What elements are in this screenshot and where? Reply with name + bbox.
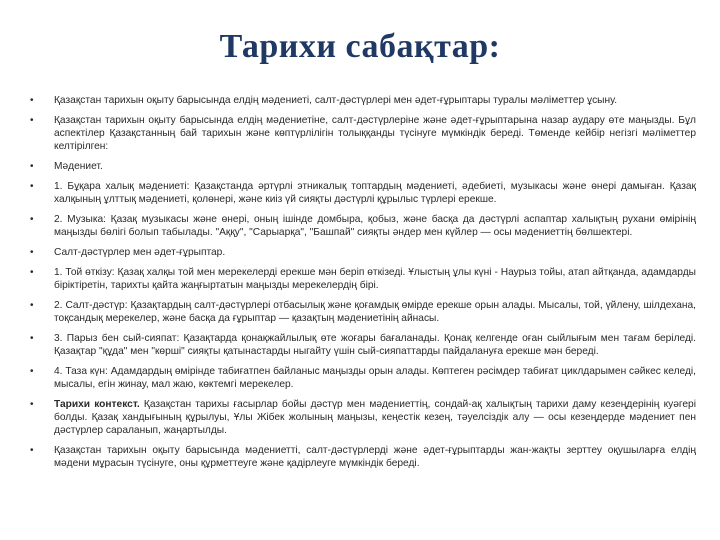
list-item: [30, 299, 696, 325]
bullet-icon: •: [30, 366, 34, 377]
bullet-icon: •: [30, 333, 34, 344]
list-item: [30, 365, 696, 391]
bullet-icon: •: [30, 95, 34, 106]
item-text: Салт-дәстүрлер мен әдет-ғұрыптар.: [54, 247, 226, 258]
item-text: 1. Той өткізу: Қазақ халқы той мен мерекелерді ерекше мән беріп өткізеді. Ұлыстың ұлы күні - Наурыз тойы, атап айтқанда, адамдарды біріктіретін, тарихты қайта жаңғыртатын маңызды мерекелердің бірі.: [54, 267, 696, 291]
bullet-icon: •: [30, 300, 34, 311]
bullet-icon: •: [30, 445, 34, 456]
list-item: [30, 160, 696, 173]
slide-title: Тарихи сабақтар:: [219, 28, 501, 65]
list-item: [30, 332, 696, 358]
item-text: Қазақстан тарихын оқыту барысында елдің мәдениетіне, салт-дәстүрлеріне және әдет-ғұрыптарына назар аудару өте маңызды. Бұл аспектілер Қазақстанның бай тарихын және көптүрлілігін толыққанды түсінуге мүмкіндік береді. Төменде кейбір негізгі мәліметтер келтірілген:: [54, 115, 696, 152]
bullet-icon: •: [30, 161, 34, 172]
list-item: [30, 114, 696, 153]
item-text: 3. Парыз бен сый-сияпат: Қазақтарда қонақжайлылық өте жоғары бағаланады. Қонақ келгенде оған сыйлығым мен тағам беріледі. Қазақтар "құда" мен "көрші" сияқты қатынастарды ныгайту үшін сый-сияпаттарды пайдалануға ерекше мән береді.: [54, 333, 696, 357]
item-text: Қазақстан тарихы ғасырлар бойы дәстүр мен мәдениеттің, сондай-ақ халықтың тарихи даму кезеңдерінің куәгері болды. Қазақ хандығының құрылуы, Ұлы Жібек жолының маңызы, кеңестік кезең, тәуелсіздік алу — осы кезеңдерде мәдениет пен дәстүрлер сараланып, жаңартылды.: [54, 399, 696, 436]
bullet-icon: •: [30, 267, 34, 278]
list-item: [30, 246, 696, 259]
item-text: Қазақстан тарихын оқыту барысында елдің мәдениеті, салт-дәстүрлері мен әдет-ғұрыптары туралы мәліметтер ұсыну.: [54, 95, 618, 106]
item-text: 2. Салт-дәстүр: Қазақтардың салт-дәстүрлері отбасылық және қоғамдық өмірде ерекше орын алады. Мысалы, той, үйлену, шілдехана, тоқсандық мерекелер, және басқа да ғұрыптар — қазақтың мәдениетінің айнасы.: [54, 300, 696, 324]
list-item: [30, 266, 696, 292]
bullet-icon: •: [30, 115, 34, 126]
item-text: 4. Таза күн: Адамдардың өмірінде табиғатпен байланыс маңызды орын алады. Көптеген рәсімдер табиғат циклдарымен сәйкес келеді, мысалы, егін жинау, мал жаю, көктемгі мерекелер.: [54, 366, 696, 390]
list-item: [30, 213, 696, 239]
bullet-icon: •: [30, 247, 34, 258]
item-lead: Тарихи контекст.: [54, 399, 140, 410]
item-text: Қазақстан тарихын оқыту барысында мәдениетті, салт-дәстүрлерді және әдет-ғұрыптарды жан-жақты зерттеу оқушыларға елдің мәдени мұрасын түсінуге, оны құрметтеуге және қадірлеуге мүмкіндік береді.: [54, 445, 696, 469]
bullet-icon: •: [30, 181, 34, 192]
list-item: [30, 398, 696, 437]
list-item: [30, 180, 696, 206]
bullet-list: [30, 94, 696, 477]
item-text: Мәдениет.: [54, 161, 103, 172]
item-text: 1. Бұқара халық мәдениеті: Қазақстанда әртүрлі этникалық топтардың мәдениеті, әдебиеті, музыкасы және өнері дамыған. Қазақ халқының ұлттық мәдениеті, қолөнері, және киіз үй сияқты дәстүрлі құрылыс түрлері ерекше.: [54, 181, 696, 205]
bullet-icon: •: [30, 399, 34, 410]
list-item: [30, 94, 696, 107]
list-item: [30, 444, 696, 470]
item-text: 2. Музыка: Қазақ музыкасы және өнері, оның ішінде домбыра, қобыз, және басқа да дәстүрлі аспаптар халықтың рухани өмірінің маңызды бөлігі болып табылады. "Аққу", "Сарыарқа", "Башпай" сияқты әндер мен күйлер — осы мәдениеттің бөлшектері.: [54, 214, 696, 238]
bullet-icon: •: [30, 214, 34, 225]
